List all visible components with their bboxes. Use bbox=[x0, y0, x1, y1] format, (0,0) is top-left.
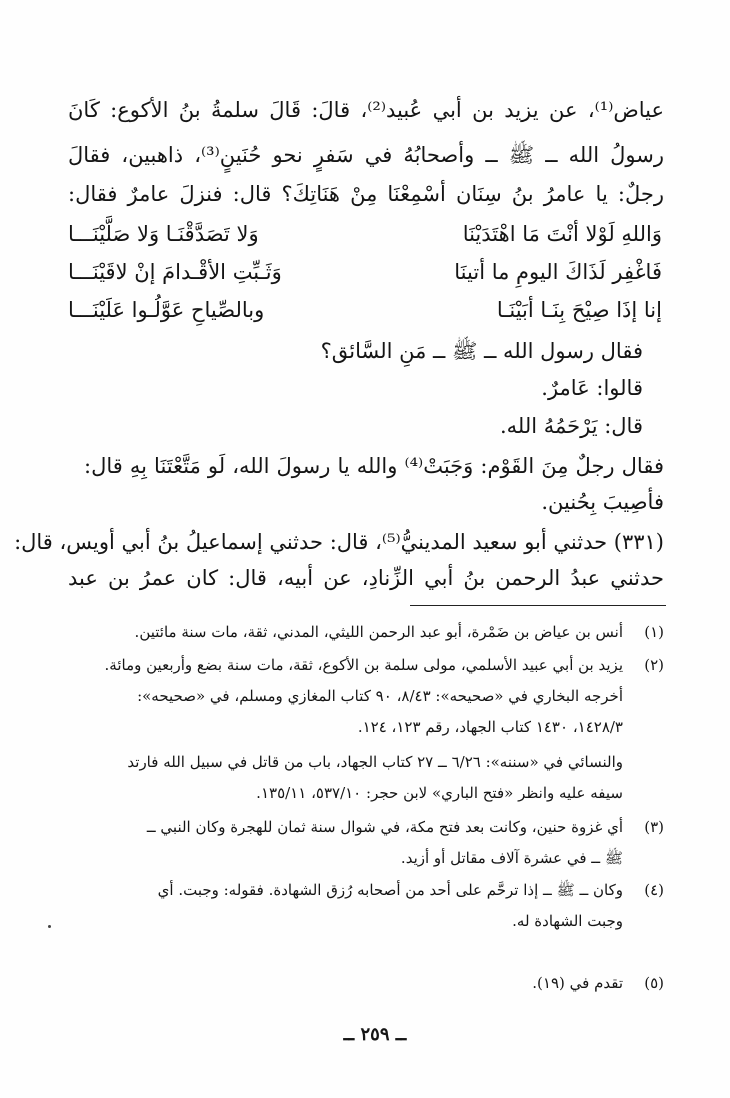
footnote-5-line-1: تقدم في (١٩). bbox=[532, 974, 623, 992]
hadith-331-line-1: (٣٣١) حدثني أبو سعيد المدينيُّ⁽⁵⁾، قال: حدثني إسماعيلُ بنُ أبي أويس، قال: bbox=[14, 530, 664, 554]
poem-verse-2-second-hemistich: وَثَـبِّتِ الأقْـدامَ إنْ لاقَيْنَـــا bbox=[68, 260, 282, 284]
footnote-4-line-1: وكان ــ ﷺ ــ إذا ترحَّم على أحد من أصحابه رُزق الشهادة. فقوله: وجبت. أي bbox=[157, 881, 623, 899]
body-line-3: رجلٌ: يا عامرُ بنُ سِنَان أسْمِعْنَا مِنْ هَنَاتِكَ؟ قال: فنزلَ عامرٌ فقال: bbox=[68, 182, 664, 206]
footnote-1-line-1: أنس بن عياض بن ضَمْرة، أبو عبد الرحمن الليثي، المدني، ثقة، مات سنة مائتين. bbox=[134, 623, 623, 641]
poem-verse-2-first-hemistich: فَاغْفِر لَذَاكَ اليومِ ما أتينَا bbox=[454, 260, 662, 284]
footnote-2-line-4: والنسائي في «سننه»: ٦/٢٦ ــ ٢٧ كتاب الجهاد، باب من قاتل في سبيل الله فارتد bbox=[127, 753, 623, 771]
body-para2-line-2: فأصِيبَ بِحُنين. bbox=[541, 490, 664, 514]
scan-speck bbox=[48, 925, 51, 928]
footnote-5-number: (٥) bbox=[644, 974, 664, 992]
body-line-2: رسولُ الله ــ ﷺ ــ وأصحابُهُ في سَفرٍ نحو حُنَينٍ⁽³⁾، ذاهبين، فقالَ bbox=[68, 143, 664, 167]
body-line-after-poem-2: قالوا: عَامرٌ. bbox=[541, 376, 643, 400]
footnote-2-line-1: يزيد بن أبي عبيد الأسلمي، مولى سلمة بن الأكوع، ثقة، مات سنة بضع وأربعين ومائة. bbox=[104, 656, 623, 674]
footnote-2-line-2: أخرجه البخاري في «صحيحه»: ٨/٤٣، ٩٠ كتاب المغازي ومسلم، في «صحيحه»: bbox=[137, 687, 623, 705]
poem-verse-1-second-hemistich: وَلا تَصَدَّقْنَـا وَلا صَلَّيْنَـــا bbox=[68, 222, 259, 246]
poem-verse-3-first-hemistich: إنا إذَا صِيْحَ بِنَـا أبَيْنَـا bbox=[496, 298, 662, 322]
page-number: ــ ٢٥٩ ــ bbox=[343, 1024, 407, 1045]
footnote-2-line-5: سيفه عليه وانظر «فتح الباري» لابن حجر: ٥٣٧/١٠، ١٣٥/١١. bbox=[256, 784, 623, 802]
body-para2-line-1: فقال رجلٌ مِنَ القَوْم: وَجَبَتْ⁽⁴⁾ والله يا رسولَ الله، لَو مَتَّعْتَنَا بِهِ قال: bbox=[84, 454, 664, 478]
body-line-after-poem-3: قال: يَرْحَمُهُ الله. bbox=[499, 414, 643, 438]
footnote-2-line-3: ١٤٢٨/٣، ١٤٣٠ كتاب الجهاد، رقم ١٢٣، ١٢٤. bbox=[357, 718, 623, 736]
footnote-2-number: (٢) bbox=[644, 656, 664, 674]
body-line-after-poem-1: فقال رسول الله ــ ﷺ ــ مَنِ السَّائق؟ bbox=[320, 339, 643, 363]
poem-verse-3-second-hemistich: وبالصِّياحِ عَوَّلُـوا عَلَيْنَـــا bbox=[68, 298, 265, 322]
footnote-3-line-1: أي غزوة حنين، وكانت بعد فتح مكة، في شوال سنة ثمان للهجرة وكان النبي ــ bbox=[146, 818, 623, 836]
hadith-331-line-2: حدثني عبدُ الرحمن بنُ أبي الزِّنادِ، عن أبيه، قال: كان عمرُ بن عبد bbox=[68, 566, 664, 590]
footnote-separator bbox=[410, 605, 666, 606]
footnote-3-line-2: ﷺ ــ في عشرة آلاف مقاتل أو أزيد. bbox=[400, 849, 623, 867]
footnote-4-number: (٤) bbox=[644, 881, 664, 899]
footnote-3-number: (٣) bbox=[644, 818, 664, 836]
footnote-4-line-2: وجبت الشهادة له. bbox=[512, 912, 623, 930]
body-line-1: عياض⁽¹⁾، عن يزيد بن أبي عُبيد⁽²⁾، قالَ: قَالَ سلمةُ بنُ الأكوع: كَانَ bbox=[68, 98, 664, 122]
footnote-1-number: (١) bbox=[644, 623, 664, 641]
poem-verse-1-first-hemistich: وَاللهِ لَوْلا أنْتَ مَا اهْتَدَيْنَا bbox=[462, 222, 662, 246]
